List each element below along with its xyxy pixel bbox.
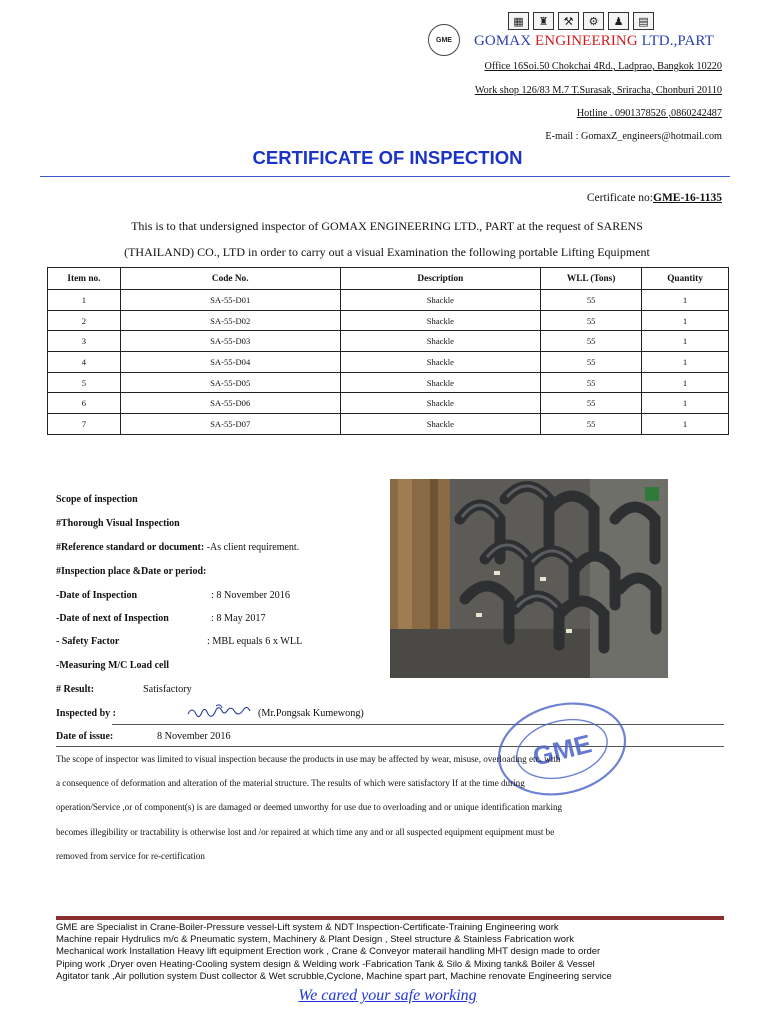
workshop-address: Work shop 126/83 M.7 T.Surasak, Sriracha, Chonburi 20110	[474, 85, 722, 96]
table-cell: 1	[642, 393, 729, 414]
footer-line: GME are Specialist in Crane-Boiler-Pressure vessel-Lift system & NDT Inspection-Certificate-Training Engineering work	[56, 922, 559, 933]
table-cell: SA-55-D04	[120, 352, 340, 373]
safety-factor-text: - Safety Factor	[56, 636, 120, 647]
footer-services	[56, 922, 736, 983]
table-cell: Shackle	[340, 352, 541, 373]
scope-heading-text: Scope of inspection	[56, 494, 138, 505]
inspected-by-label	[56, 708, 116, 719]
intro-line-1: This is to that undersigned inspector of GOMAX ENGINEERING LTD., PART at the request of SARENS	[131, 219, 643, 233]
thorough-inspection	[56, 518, 180, 529]
logo-text: GME	[436, 36, 452, 44]
reference-value: -As client requirement.	[206, 542, 300, 553]
table-cell: SA-55-D01	[120, 290, 340, 311]
inspection-place	[56, 566, 206, 577]
document-title: CERTIFICATE OF INSPECTION	[252, 147, 523, 168]
column-header: Item no.	[48, 268, 121, 290]
office-address: Office 16Soi.50 Chokchai 4Rd., Ladprao, Bangkok 10220	[484, 61, 722, 72]
table-cell: 55	[541, 352, 642, 373]
table-cell: Shackle	[340, 331, 541, 352]
table-row	[48, 393, 729, 414]
table-cell: 1	[642, 372, 729, 393]
table-row	[48, 331, 729, 352]
table-cell: Shackle	[340, 310, 541, 331]
table-cell: SA-55-D05	[120, 372, 340, 393]
measuring-device	[56, 660, 169, 671]
column-header: Quantity	[642, 268, 729, 290]
disclaimer-line: removed from service for re-certification	[56, 850, 205, 861]
date-of-inspection-text: -Date of Inspection	[56, 590, 138, 601]
disclaimer-line: operation/Service ,or of component(s) is are damaged or deemed unworthy for use due to overloading and or unique identification marking	[56, 802, 563, 813]
worker-icon: ♜	[533, 12, 554, 30]
footer-divider	[56, 916, 724, 920]
inspector-signature	[186, 702, 256, 722]
hotline: Hotline . 0901378526 ,0860242487	[576, 108, 722, 119]
certificate-label: Certificate no:	[586, 192, 653, 204]
table-cell: 2	[48, 310, 121, 331]
table-cell: 3	[48, 331, 121, 352]
disclaimer-line: a consequence of deformation and alteration of the material structure. The results of which were satisfactory If at the time during	[56, 778, 525, 789]
footer-line: Mechanical work Installation Heavy lift equipment Erection work , Crane & Conveyor materail handling MHT design made to order	[56, 946, 601, 958]
machine-icon: ▦	[508, 12, 529, 30]
table-cell: 55	[541, 310, 642, 331]
table-row	[48, 310, 729, 331]
company-name-part-2: ENGINEERING	[535, 33, 638, 49]
signature-underline	[112, 724, 724, 725]
measuring-device-text: -Measuring M/C Load cell	[56, 660, 170, 671]
table-cell: Shackle	[340, 393, 541, 414]
safety-factor-label	[56, 636, 119, 647]
table-cell: 1	[642, 352, 729, 373]
date-of-next-inspection-label	[56, 613, 169, 624]
table-cell: 1	[642, 331, 729, 352]
table-cell: 5	[48, 372, 121, 393]
table-cell: 4	[48, 352, 121, 373]
table-cell: SA-55-D02	[120, 310, 340, 331]
shackles-photo	[390, 479, 668, 678]
intro-line-2: (THAILAND) CO., LTD in order to carry out a visual Examination the following portable Lifting Equipment	[124, 245, 650, 259]
table-cell: 55	[541, 414, 642, 435]
company-name-part-3: LTD.,PART	[641, 33, 714, 49]
company-logo	[428, 24, 460, 56]
date-of-issue-value: 8 November 2016	[157, 731, 231, 742]
table-cell: 1	[642, 310, 729, 331]
table-cell: SA-55-D07	[120, 414, 340, 435]
footer-line: Machine repair Hydrulics m/c & Pneumatic system, Machinery & Plant Design , Steel structure & Stainless Fabrication work	[56, 934, 574, 946]
inspector-name: (Mr.Pongsak Kumewong)	[258, 708, 364, 719]
inspected-by-text: Inspected by :	[56, 708, 117, 719]
date-of-next-inspection-value: : 8 May 2017	[211, 613, 266, 624]
table-cell: Shackle	[340, 372, 541, 393]
thorough-inspection-text: #Thorough Visual Inspection	[56, 518, 180, 529]
result-value: Satisfactory	[143, 684, 192, 695]
header-icon-strip	[508, 12, 654, 30]
disclaimer-line: becomes illegibility or tractability is otherwise lost and /or repaired at which time any and or all suspected equipment equipment must be	[56, 826, 555, 837]
result-label-text: # Result:	[56, 684, 95, 695]
table-cell: 55	[541, 290, 642, 311]
result-label	[56, 684, 94, 695]
table-cell: 1	[642, 290, 729, 311]
footer-line: Agitator tank ,Air pollution system Dust collector & Wet scrubble,Cyclone, Machine spart part, Machine renovate Engineering service	[56, 970, 612, 982]
equipment-icon: ⚙	[583, 12, 604, 30]
crane-icon: ⚒	[558, 12, 579, 30]
table-row	[48, 352, 729, 373]
footer-line: Piping work ,Dryer oven Heating-Cooling system design & Welding work -Fabrication Tank & Silo & Mixing tank& Boiler & Vessel	[56, 958, 595, 970]
column-header: Description	[340, 268, 541, 290]
table-cell: 1	[48, 290, 121, 311]
email: E-mail : GomaxZ_engineers@hotmail.com	[545, 131, 722, 142]
shackles-photo-graphic	[390, 479, 668, 678]
certificate-number	[587, 192, 722, 204]
table-row	[48, 414, 729, 435]
scope-heading	[56, 494, 138, 505]
table-cell: 55	[541, 331, 642, 352]
safety-factor-value: : MBL equals 6 x WLL	[207, 636, 303, 647]
date-of-next-inspection-text: -Date of next of Inspection	[56, 613, 169, 624]
table-cell: Shackle	[340, 414, 541, 435]
table-row	[48, 290, 729, 311]
column-header: Code No.	[120, 268, 340, 290]
date-of-inspection-value: : 8 November 2016	[211, 590, 290, 601]
table-cell: Shackle	[340, 290, 541, 311]
date-of-issue-text: Date of issue:	[56, 731, 114, 742]
table-cell: 1	[642, 414, 729, 435]
title-divider	[40, 176, 730, 177]
stamp-text: GME	[529, 728, 595, 772]
company-name	[474, 33, 714, 50]
date-of-inspection-label	[56, 590, 137, 601]
table-cell: SA-55-D06	[120, 393, 340, 414]
table-header-row	[48, 268, 729, 290]
company-name-part-1: GOMAX	[474, 33, 532, 49]
presentation-icon: ▤	[633, 12, 654, 30]
table-cell: 55	[541, 393, 642, 414]
footer-tagline: We cared your safe working	[298, 987, 477, 1004]
table-cell: 7	[48, 414, 121, 435]
reference-label: #Reference standard or document:	[56, 542, 205, 553]
equipment-table	[47, 267, 729, 435]
inspection-place-label: #Inspection place &Date or period:	[56, 566, 207, 577]
scope-disclaimer	[56, 747, 726, 868]
table-cell: 6	[48, 393, 121, 414]
date-of-issue-label	[56, 731, 113, 742]
engineer-icon: ♟	[608, 12, 629, 30]
certificate-value: GME-16-1135	[653, 192, 722, 204]
disclaimer-line: The scope of inspector was limited to visual inspection because the products in use may be affected by wear, misuse, overloading etc. with	[56, 754, 561, 764]
table-cell: 55	[541, 372, 642, 393]
reference-standard	[56, 542, 299, 553]
column-header: WLL (Tons)	[541, 268, 642, 290]
table-cell: SA-55-D03	[120, 331, 340, 352]
table-row	[48, 372, 729, 393]
